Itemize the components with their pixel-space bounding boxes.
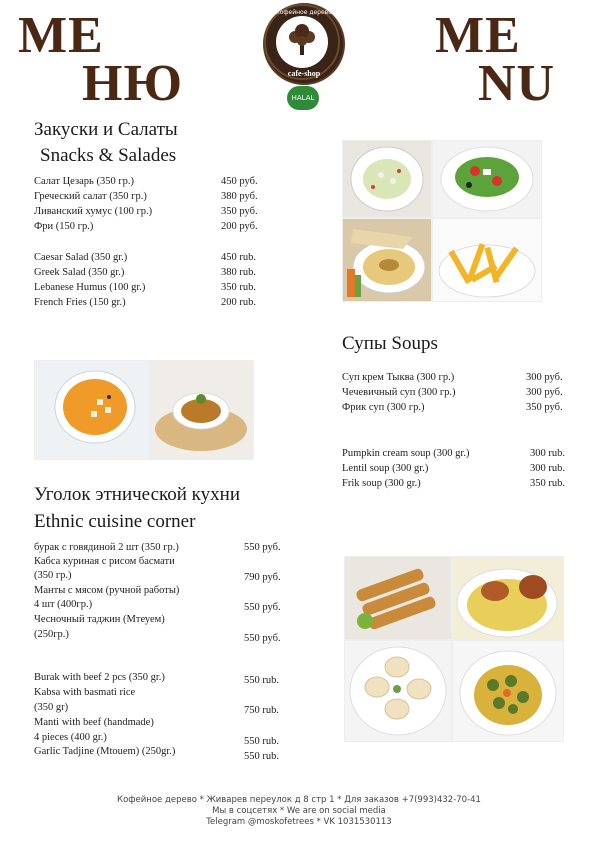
- ethnic-ru-line-1: Кабса куриная с рисом басмати: [34, 556, 175, 567]
- footer-line-2: Мы в соцсетях * We are on social media: [212, 806, 386, 816]
- snack-en-price-3: 200 rub.: [221, 297, 256, 308]
- ethnic-title-en: Ethnic cuisine corner: [34, 511, 196, 532]
- soup-en-price-0: 300 rub.: [530, 448, 565, 459]
- kabsa-photo: [452, 556, 564, 640]
- snack-en-name-2: Lebanese Humus (100 gr.): [34, 282, 146, 293]
- ethnic-en-line-4: 4 pieces (400 gr.): [34, 732, 107, 743]
- snacks-title-ru: Закуски и Салаты: [34, 119, 178, 140]
- footer-line-1: Кофейное дерево * Живарев переулок д 8 стр 1 * Для заказов +7(993)432-70-41: [117, 795, 481, 805]
- ethnic-ru-line-4: 4 шт (400гр.): [34, 599, 93, 610]
- humus-photo: [342, 218, 432, 302]
- ethnic-en-price-1: 750 rub.: [244, 705, 279, 716]
- soup-en-name-1: Lentil soup (300 gr.): [342, 463, 429, 474]
- snack-ru-price-1: 380 руб.: [221, 191, 258, 202]
- snack-en-name-1: Greek Salad (350 gr.): [34, 267, 125, 278]
- snack-ru-name-1: Греческий салат (350 гр.): [34, 191, 147, 202]
- ethnic-title-ru: Уголок этнической кухни: [34, 484, 240, 505]
- ethnic-en-line-1: Kabsa with basmati rice: [34, 687, 136, 698]
- snack-ru-price-2: 350 руб.: [221, 206, 258, 217]
- ethnic-ru-line-0: бурак с говядиной 2 шт (350 гр.): [34, 542, 179, 553]
- frik-soup-photo: [150, 360, 254, 460]
- snack-ru-price-3: 200 руб.: [221, 221, 258, 232]
- cafe-logo: [263, 3, 345, 85]
- soup-ru-name-0: Суп крем Тыква (300 гр.): [342, 372, 455, 383]
- snack-ru-price-0: 450 руб.: [221, 176, 258, 187]
- logo-bottom-text: cafe-shop: [287, 69, 321, 78]
- halal-label: HALAL: [291, 94, 315, 102]
- soup-ru-price-1: 300 руб.: [526, 387, 563, 398]
- ethnic-ru-line-2: (350 гр.): [34, 570, 72, 581]
- ethnic-ru-price-0: 550 руб.: [244, 542, 281, 553]
- ethnic-ru-price-3: 550 руб.: [244, 633, 281, 644]
- greek-salad-photo: [432, 140, 542, 218]
- soup-ru-price-0: 300 руб.: [526, 372, 563, 383]
- burak-photo: [344, 556, 452, 640]
- pumpkin-soup-photo: [34, 360, 150, 460]
- footer-line-3: Telegram @moskofetrees * VK 1031530113: [206, 817, 392, 827]
- ethnic-ru-price-2: 550 руб.: [244, 602, 281, 613]
- soup-ru-price-2: 350 руб.: [526, 402, 563, 413]
- header-right-line2: NU: [478, 55, 556, 112]
- ethnic-ru-price-1: 790 руб.: [244, 572, 281, 583]
- soup-ru-name-1: Чечевичный суп (300 гр.): [342, 387, 456, 398]
- soup-en-name-0: Pumpkin cream soup (300 gr.): [342, 448, 470, 459]
- ethnic-ru-line-5: Чесночный таджин (Мтеуем): [34, 614, 165, 625]
- manti-photo: [344, 640, 452, 742]
- ethnic-en-price-2: 550 rub.: [244, 736, 279, 747]
- header-left-line1: МЕ: [18, 7, 104, 64]
- ethnic-en-line-2: (350 gr): [34, 702, 69, 713]
- snack-en-price-1: 380 rub.: [221, 267, 256, 278]
- ethnic-en-price-3: 550 rub.: [244, 751, 279, 762]
- snacks-title-en: Snacks & Salades: [40, 145, 177, 166]
- snack-en-name-0: Caesar Salad (350 gr.): [34, 252, 128, 263]
- soup-ru-name-2: Фрик суп (300 гр.): [342, 402, 425, 413]
- soup-en-name-2: Frik soup (300 gr.): [342, 478, 421, 489]
- logo-top-text: кофейное дерево: [276, 9, 332, 16]
- ethnic-ru-line-6: (250гр.): [34, 629, 69, 640]
- header-right-line1: ME: [435, 7, 521, 64]
- ethnic-en-line-5: Garlic Tadjine (Mtouem) (250gr.): [34, 746, 176, 757]
- snack-en-price-2: 350 rub.: [221, 282, 256, 293]
- ethnic-en-line-0: Burak with beef 2 pcs (350 gr.): [34, 672, 165, 683]
- soup-en-price-1: 300 rub.: [530, 463, 565, 474]
- snack-ru-name-2: Ливанский хумус (100 гр.): [34, 206, 153, 217]
- tadjine-photo: [452, 640, 564, 742]
- snack-ru-name-3: Фри (150 гр.): [34, 221, 94, 232]
- header-left-line2: НЮ: [82, 55, 183, 112]
- snack-ru-name-0: Салат Цезарь (350 гр.): [34, 176, 134, 187]
- soup-en-price-2: 350 rub.: [530, 478, 565, 489]
- caesar-salad-photo: [342, 140, 432, 218]
- snack-en-price-0: 450 rub.: [221, 252, 256, 263]
- ethnic-en-price-0: 550 rub.: [244, 675, 279, 686]
- ethnic-en-line-3: Manti with beef (handmade): [34, 717, 154, 728]
- soups-title: Супы Soups: [342, 333, 438, 354]
- french-fries-photo: [432, 218, 542, 302]
- ethnic-ru-line-3: Манты с мясом (ручной работы): [34, 585, 180, 596]
- halal-badge: [287, 86, 319, 110]
- snack-en-name-3: French Fries (150 gr.): [34, 297, 126, 308]
